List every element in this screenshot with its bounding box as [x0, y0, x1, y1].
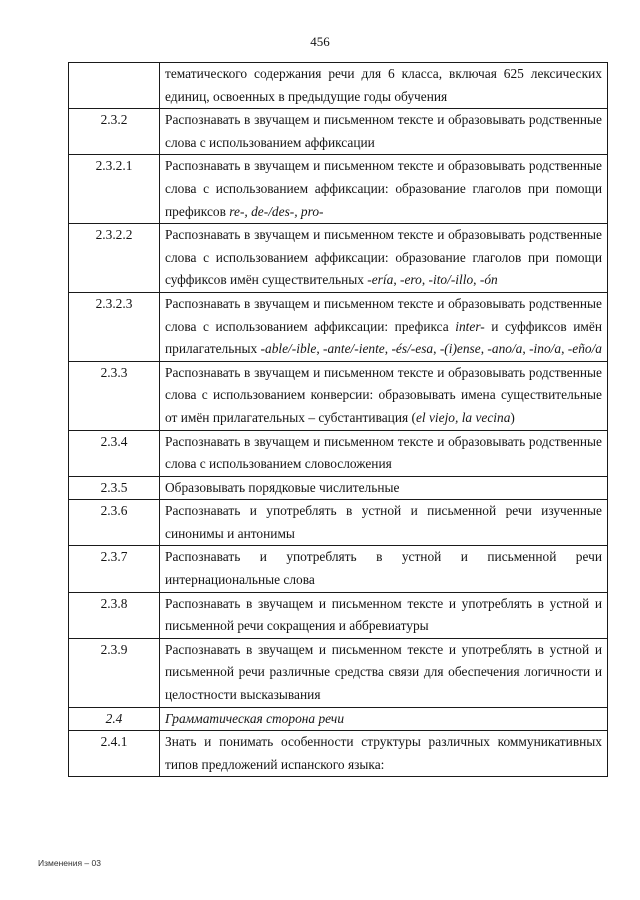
row-description: [160, 430, 608, 476]
row-code: [69, 63, 160, 109]
description-text: Распознавать и употреблять в устной и письменной речи изученные синонимы и антонимы: [165, 503, 602, 541]
table-row: [69, 63, 608, 109]
table-row: [69, 292, 608, 361]
description-text: и суффиксов имён прилагательных: [165, 318, 602, 357]
italic-term: el viejo, la vecina: [415, 409, 511, 425]
description-text: ,: [316, 341, 324, 357]
italic-term: -és/-esa: [391, 341, 434, 357]
table-row: [69, 546, 608, 592]
row-code: 2.3.2: [69, 109, 160, 155]
row-code: 2.3.3: [69, 361, 160, 430]
table-row: [69, 430, 608, 476]
italic-term: -(i)ense: [439, 341, 481, 357]
description-text: Распознавать в звучащем и письменном тексте и употреблять в устной и письменной речи сокращения и аббревиатуры: [165, 595, 602, 634]
description-text: Распознавать в звучащем и письменном тексте и образовывать родственные слова с использованием словосложения: [165, 433, 602, 472]
row-code: 2.4: [69, 707, 160, 731]
row-description: [160, 476, 608, 500]
italic-term: re-, de-/des-, pro-: [229, 203, 324, 219]
description-text: ,: [421, 272, 429, 288]
description-text: Распознавать и употреблять в устной и письменной речи интернациональные слова: [165, 549, 602, 588]
description-text: тематического содержания речи для 6 класса, включая 625 лексических единиц, освоенных в предыдущие годы обучения: [165, 66, 602, 104]
italic-term: -ón: [479, 272, 498, 288]
description-text: ,: [384, 341, 392, 357]
italic-term: -ante/-iente: [323, 341, 385, 357]
row-description: [160, 292, 608, 361]
italic-term: -ería: [367, 272, 394, 288]
description-text: Распознавать в звучащем и письменном тексте и употреблять в устной и письменной речи различные средства связи для обеспечения логичности и целостности высказывания: [165, 641, 602, 703]
row-code: 2.3.7: [69, 546, 160, 592]
row-description: [160, 707, 608, 731]
description-text: ,: [561, 341, 568, 357]
table-row: [69, 707, 608, 731]
description-text: Распознавать в звучащем и письменном тексте и образовывать родственные слова с использованием аффиксации: образование глаголов при помощи суффиксов имён существительных: [165, 227, 602, 288]
table-row: [69, 155, 608, 224]
italic-term: -able/-ible: [260, 341, 317, 357]
row-code: 2.3.9: [69, 638, 160, 707]
description-text: ,: [480, 341, 488, 357]
row-code: 2.3.5: [69, 476, 160, 500]
description-text: Распознавать в звучащем и письменном тексте и образовывать родственные слова с использованием аффиксации: префикса: [165, 295, 602, 334]
table-row: [69, 476, 608, 500]
description-text: ,: [473, 272, 480, 288]
table-row: [69, 500, 608, 546]
row-description: [160, 500, 608, 546]
row-description: [160, 155, 608, 224]
table-body: [69, 63, 608, 777]
description-text: Распознавать в звучащем и письменном тексте и образовывать родственные слова с использованием аффиксации: [165, 112, 602, 150]
row-description: [160, 638, 608, 707]
row-code: 2.3.2.1: [69, 155, 160, 224]
table-row: [69, 361, 608, 430]
table-row: [69, 638, 608, 707]
footer-revision-note: Изменения – 03: [38, 858, 101, 868]
description-text: ): [510, 409, 515, 425]
row-code: 2.4.1: [69, 731, 160, 777]
row-description: [160, 361, 608, 430]
table-row: [69, 109, 608, 155]
italic-term: Грамматическая сторона речи: [165, 710, 345, 726]
description-text: Образовывать порядковые числительные: [165, 479, 400, 495]
description-text: ,: [433, 341, 440, 357]
description-text: Знать и понимать особенности структуры различных коммуникативных типов предложений испанского языка:: [165, 734, 602, 772]
italic-term: -eño/a: [567, 341, 603, 357]
row-description: [160, 224, 608, 293]
curriculum-table: [68, 62, 608, 777]
row-code: 2.3.6: [69, 500, 160, 546]
row-code: 2.3.2.3: [69, 292, 160, 361]
italic-term: inter-: [455, 318, 485, 334]
row-code: 2.3.8: [69, 592, 160, 638]
table-row: [69, 592, 608, 638]
description-text: Распознавать в звучащем и письменном тексте и образовывать родственные слова с использованием аффиксации: образование глаголов при помощи префиксов: [165, 158, 602, 219]
table-row: [69, 224, 608, 293]
page-number: 456: [310, 34, 330, 49]
row-description: [160, 63, 608, 109]
italic-term: -ano/a: [487, 341, 523, 357]
row-description: [160, 109, 608, 155]
row-description: [160, 592, 608, 638]
row-code: 2.3.2.2: [69, 224, 160, 293]
italic-term: -ito/-illo: [428, 272, 474, 288]
description-text: ,: [522, 341, 530, 357]
italic-term: -ino/a: [529, 341, 562, 357]
description-text: ,: [393, 272, 401, 288]
row-description: [160, 546, 608, 592]
italic-term: -ero: [400, 272, 422, 288]
table-row: [69, 731, 608, 777]
description-text: Распознавать в звучащем и письменном тексте и образовывать родственные слова с использованием конверсии: образовывать имена существительные от имён прилагательных – субстантивация (: [165, 364, 602, 425]
row-code: 2.3.4: [69, 430, 160, 476]
row-description: [160, 731, 608, 777]
